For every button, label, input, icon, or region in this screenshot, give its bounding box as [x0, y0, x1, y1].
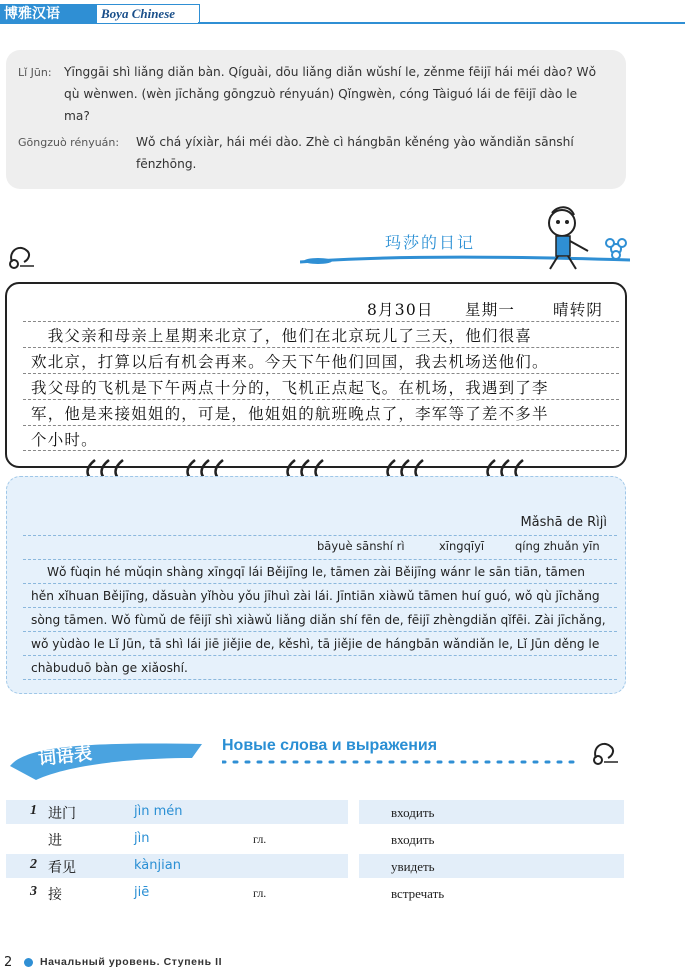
footer-dot: [24, 958, 33, 967]
dialogue-line: Wǒ chá yíxiàr, hái méi dào. Zhè cì hángbān kěnéng yào wǎndiǎn sānshí: [136, 135, 574, 149]
ruled-line: [23, 425, 619, 426]
vocab-hanzi: 看见: [48, 860, 76, 876]
dialogue-line: Yīnggāi shì liǎng diǎn bàn. Qíguài, dōu liǎng diǎn wǔshí le, zěnme fēijī hái méi dào? Wǒ: [64, 65, 597, 79]
pinyin-line: sòng tāmen. Wǒ fùmǔ de fēijī shì xiàwǔ liǎng diǎn shí fēn de, fēijī zhèngdiǎn qǐfēi. Zài jīchǎng,: [31, 613, 606, 627]
vocab-brush-stroke: [6, 736, 206, 782]
page-number: 2: [4, 955, 13, 970]
pinyin-diary-box: [6, 476, 626, 694]
vocab-label: 词语表: [37, 743, 94, 770]
vocab-title: Новые слова и выражения: [222, 737, 438, 754]
vocab-pinyin: jiē: [134, 885, 150, 900]
girl-sitting-illustration: [540, 205, 632, 275]
pinyin-weekday: xīngqīyī: [439, 539, 485, 553]
vocab-translation: входить: [391, 805, 435, 820]
diary-weekday: 星期一: [465, 301, 516, 319]
diary-title-chinese: 玛莎的日记: [385, 233, 476, 252]
pinyin-line: hěn xǐhuan Běijīng, dǎsuàn yǐhòu yǒu jīhuì zài lái. Jīntiān xiàwǔ tāmen huí guó, wǒ qù jīchǎng: [31, 589, 600, 603]
diary-card: [5, 282, 627, 468]
ruled-line: [23, 347, 619, 348]
vocab-pinyin: kànjian: [134, 858, 181, 873]
vocab-row: [6, 800, 624, 824]
vocab-pinyin: jìn mén: [134, 804, 183, 819]
pinyin-diary-title: Mǎshā de Rìjì: [520, 515, 607, 530]
ruled-line: [23, 535, 617, 536]
vocab-hanzi: 进门: [48, 806, 76, 822]
vocab-row: [6, 827, 624, 851]
book-title-english: Boya Chinese: [101, 6, 176, 21]
diary-weather: 晴转阴: [553, 301, 604, 319]
speaker-label: Gōngzuò rényuán:: [18, 136, 120, 149]
ruled-line: [23, 399, 619, 400]
listen-ear-icon: [6, 242, 38, 272]
diary-line: 我父亲和母亲上星期来北京了，他们在北京玩儿了三天，他们很喜: [31, 327, 533, 345]
dialogue-line: fēnzhōng.: [136, 157, 197, 171]
ruled-line: [23, 631, 617, 632]
vocab-hanzi: 进: [48, 833, 62, 849]
ruled-line: [23, 373, 619, 374]
pinyin-date: bāyuè sānshí rì: [317, 539, 405, 553]
diary-line: 军，他是来接姐姐的，可是，他姐姐的航班晚点了，李军等了差不多半: [31, 405, 549, 423]
book-title-chinese: 博雅汉语: [4, 6, 60, 22]
vocab-hanzi: 接: [48, 887, 62, 903]
speaker-label: Lǐ Jūn:: [18, 66, 52, 79]
vocab-number: 2: [30, 857, 37, 872]
dialogue-line: ma?: [64, 109, 90, 123]
ruled-line: [23, 583, 617, 584]
dialogue-line: qù wènwen. (wèn jīchǎng gōngzuò rényuán) Qǐngwèn, cóng Tàiguó lái de fēijī dào le: [64, 87, 578, 101]
vocab-pinyin: jìn: [134, 831, 150, 846]
pinyin-line: chàbuduō bàn ge xiǎoshí.: [31, 661, 188, 675]
listen-ear-icon: [590, 738, 622, 768]
title-dotted-rule: [222, 758, 582, 766]
pinyin-weather: qíng zhuǎn yīn: [515, 539, 600, 553]
page-header: [0, 0, 685, 24]
footer-level: Начальный уровень. Ступень II: [40, 956, 223, 968]
ruled-line: [23, 655, 617, 656]
vocab-translation: увидеть: [391, 859, 435, 874]
diary-line: 个小时。: [31, 431, 98, 449]
ruled-line: [23, 679, 617, 680]
vocab-row: [6, 881, 624, 905]
diary-date: 8月30日: [367, 301, 434, 319]
pinyin-line: Wǒ fùqin hé mǔqin shàng xīngqī lái Běijīng le, tāmen zài Běijīng wánr le sān tiān, tāmen: [47, 565, 585, 579]
diary-line: 我父母的飞机是下午两点十分的，飞机正点起飞。在机场，我遇到了李: [31, 379, 549, 397]
diary-line: 欢北京，打算以后有机会再来。今天下午他们回国，我去机场送他们。: [31, 353, 549, 371]
vocab-pos: гл.: [253, 832, 267, 846]
vocab-translation: входить: [391, 832, 435, 847]
vocab-row: [6, 854, 624, 878]
vocab-pos: гл.: [253, 886, 267, 900]
header-rule: [198, 22, 685, 24]
ruled-line: [23, 607, 617, 608]
vocab-translation: встречать: [391, 886, 445, 901]
vocab-number: 1: [30, 803, 37, 818]
ruled-line: [23, 559, 617, 560]
vocab-number: 3: [30, 884, 37, 899]
dialogue-box: [6, 50, 626, 189]
ruled-line: [23, 321, 619, 322]
ruled-line: [23, 450, 619, 451]
pinyin-line: wǒ yùdào le Lǐ Jūn, tā shì lái jiē jiějie de, kěshì, tā jiějie de hángbān wǎndiǎn le, Lǐ Jūn děng le: [31, 637, 600, 651]
